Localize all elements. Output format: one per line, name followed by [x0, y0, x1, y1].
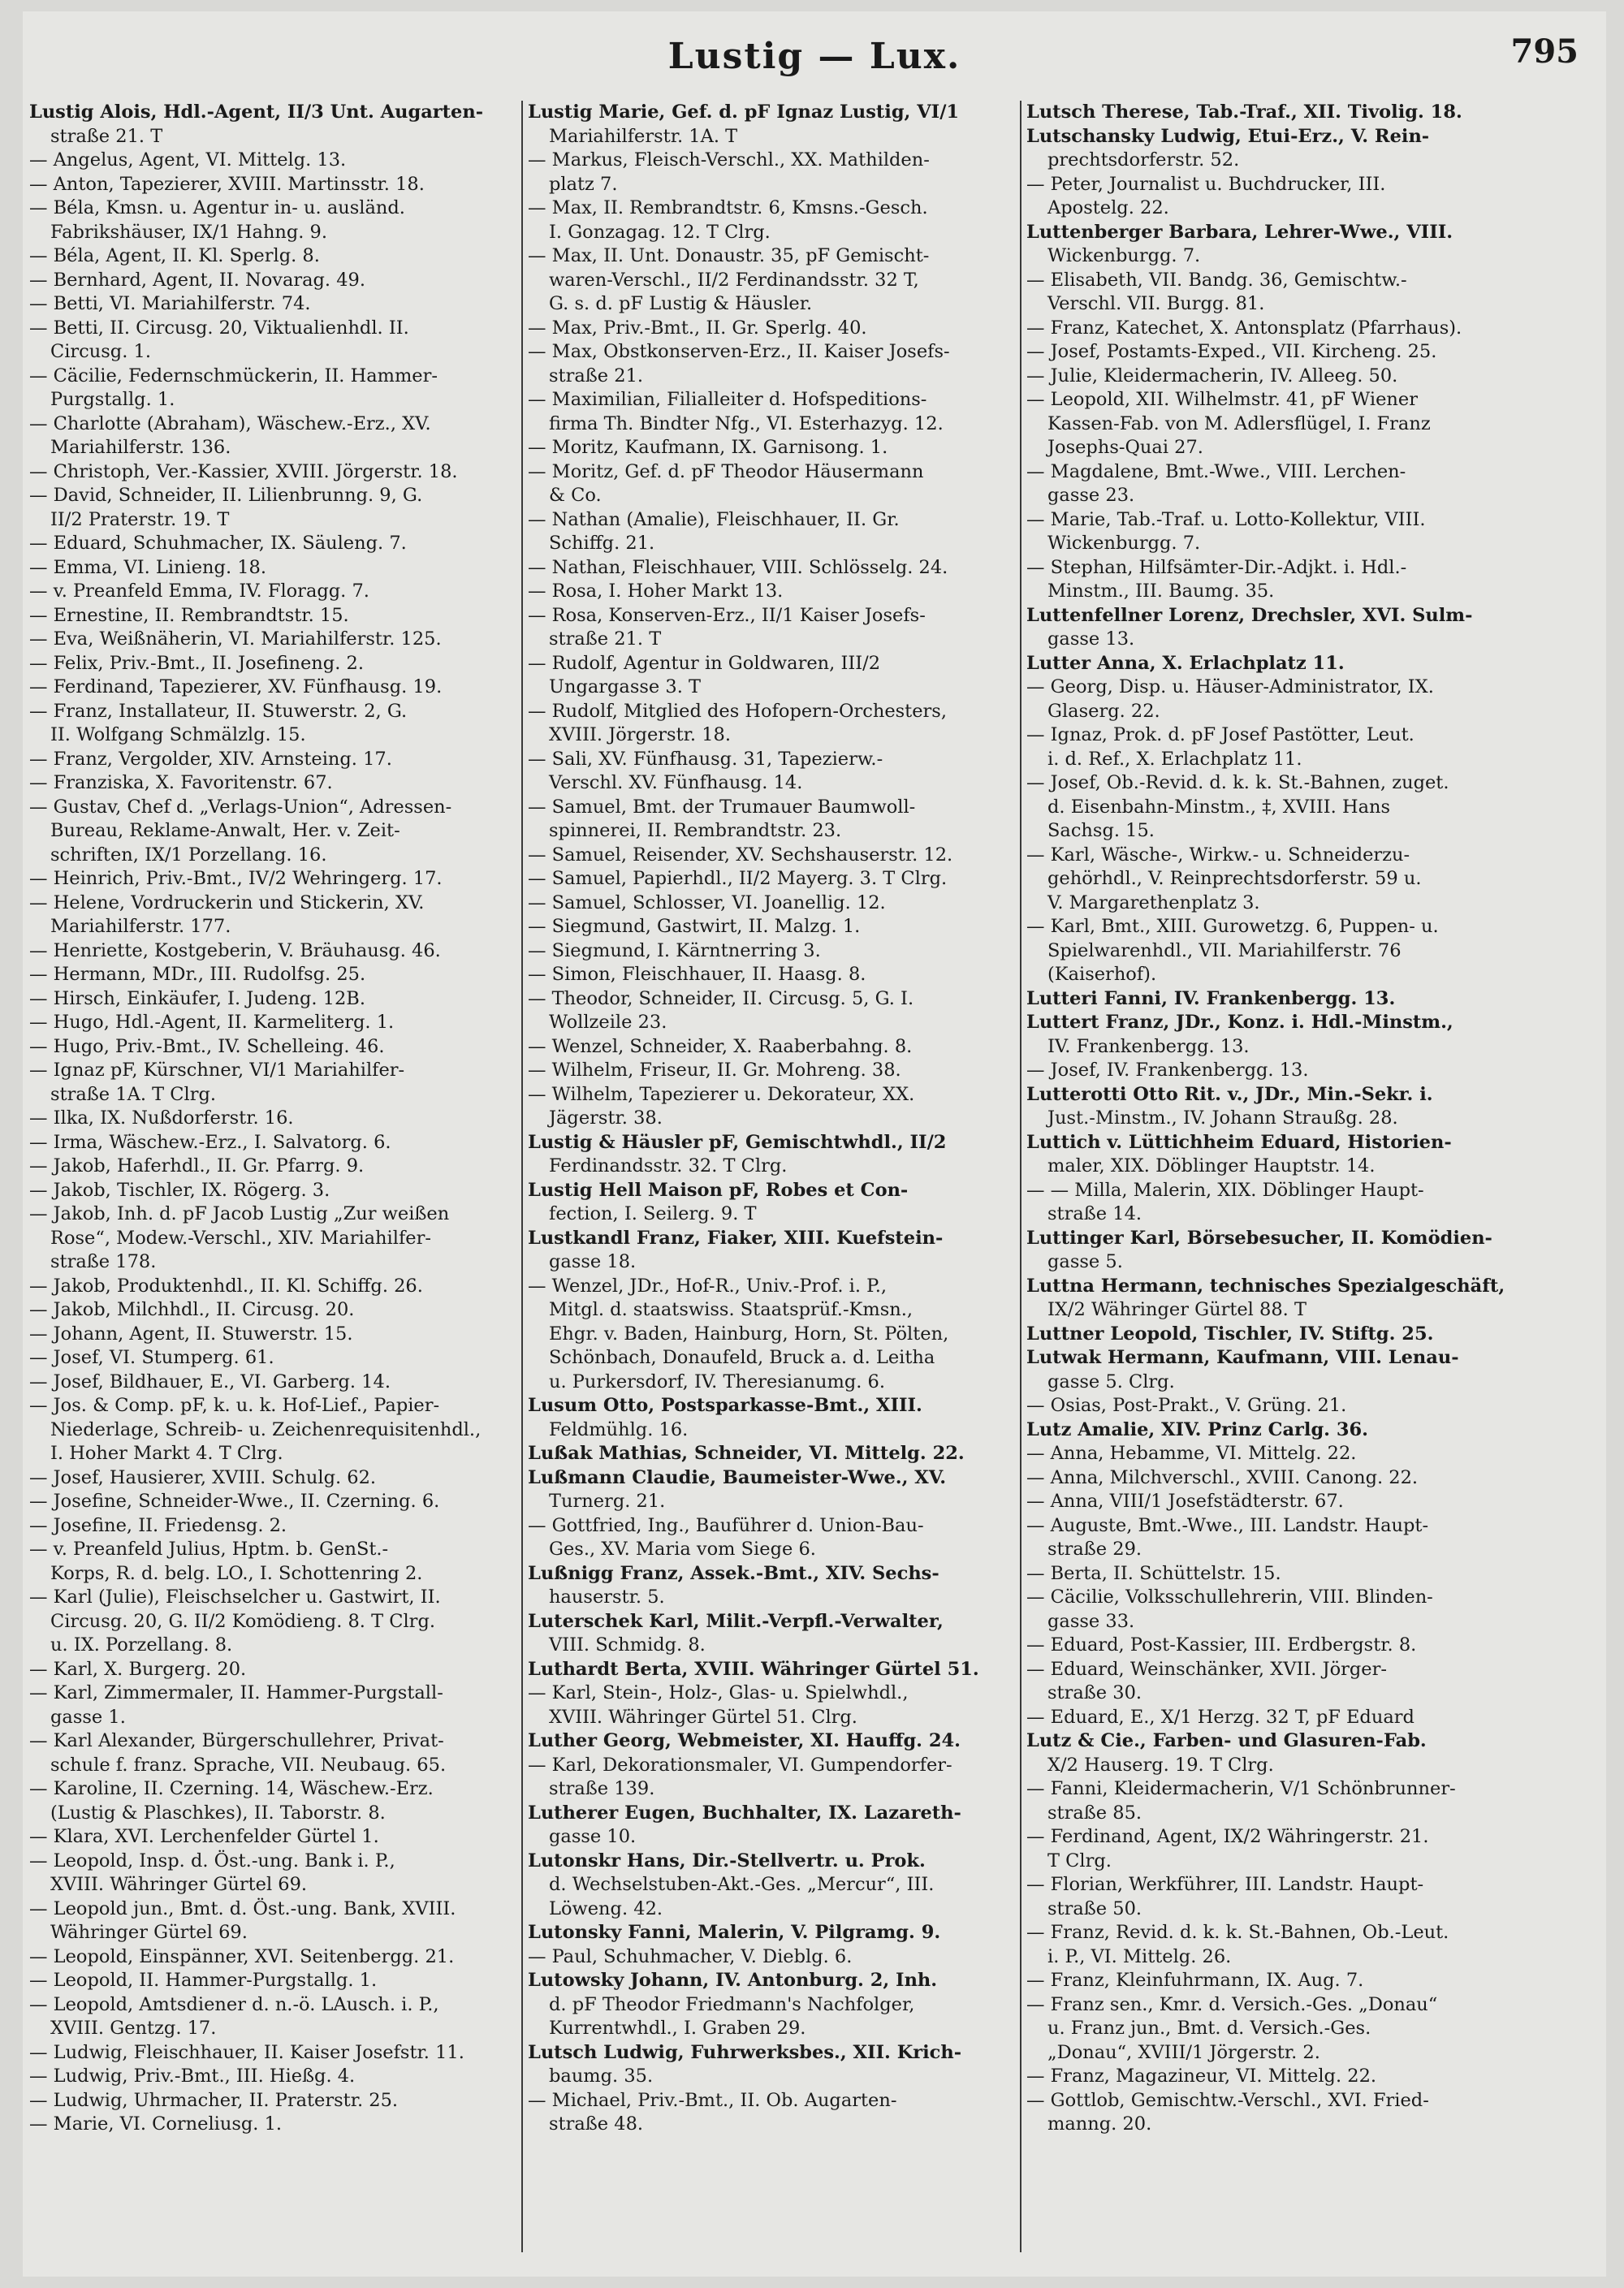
directory-line: Lustig & Häusler pF, Gemischtwhdl., II/2 — [528, 1131, 947, 1153]
directory-line: — Karl, Dekorationsmaler, VI. Gumpendorfer- — [528, 1754, 952, 1776]
directory-line: T Clrg. — [1047, 1850, 1112, 1871]
directory-line: — Max, Obstkonserven-Erz., II. Kaiser Josefs- — [528, 341, 950, 362]
directory-columns — [23, 101, 1606, 2260]
directory-line: — Marie, VI. Corneliusg. 1. — [29, 2113, 283, 2135]
directory-line: — Ignaz pF, Kürschner, VI/1 Mariahilfer- — [29, 1060, 405, 1081]
directory-line: spinnerei, II. Rembrandtstr. 23. — [549, 820, 842, 841]
directory-line: — Anna, Milchverschl., XVIII. Canong. 22. — [1026, 1466, 1419, 1488]
directory-line: — Ilka, IX. Nußdorferstr. 16. — [29, 1107, 294, 1129]
directory-line: manng. 20. — [1047, 2113, 1152, 2135]
directory-line: — Rosa, Konserven-Erz., II/1 Kaiser Josefs- — [528, 604, 926, 626]
directory-line: — Franziska, X. Favoritenstr. 67. — [29, 772, 333, 793]
directory-line: Ges., XV. Maria vom Siege 6. — [549, 1539, 816, 1560]
directory-line: — Nathan, Fleischhauer, VIII. Schlösselg. 24. — [528, 556, 948, 578]
directory-line: — Eduard, Weinschänker, XVII. Jörger- — [1026, 1658, 1387, 1680]
directory-line: Circusg. 20, G. II/2 Komödieng. 8. T Clrg. — [50, 1610, 435, 1632]
directory-line: — Josefine, II. Friedensg. 2. — [29, 1514, 287, 1536]
directory-line: Löweng. 42. — [549, 1897, 663, 1919]
directory-line: Lutz & Cie., Farben- und Glasuren-Fab. — [1026, 1730, 1427, 1751]
directory-line: Bureau, Reklame-Anwalt, Her. v. Zeit- — [50, 820, 400, 841]
directory-line: — Helene, Vordruckerin und Stickerin, XV. — [29, 891, 425, 913]
directory-column-3 — [1026, 101, 1514, 2260]
directory-line: Lustig Hell Maison pF, Robes et Con- — [528, 1179, 909, 1201]
directory-line: XVIII. Gentzg. 17. — [50, 2018, 217, 2039]
directory-line: — Franz, Revid. d. k. k. St.-Bahnen, Ob.-Leut. — [1026, 1922, 1449, 1943]
directory-line: Spielwarenhdl., VII. Mariahilferstr. 76 — [1047, 939, 1402, 961]
directory-line: — Karl, Zimmermaler, II. Hammer-Purgstall- — [29, 1682, 443, 1703]
directory-line: — Sali, XV. Fünfhausg. 31, Tapezierw.- — [528, 748, 883, 770]
directory-line: — Julie, Kleidermacherin, IV. Alleeg. 50. — [1026, 365, 1398, 386]
directory-line: V. Margarethenplatz 3. — [1047, 891, 1260, 913]
directory-line: — Magdalene, Bmt.-Wwe., VIII. Lerchen- — [1026, 460, 1406, 482]
directory-line: u. Purkersdorf, IV. Theresianumg. 6. — [549, 1371, 886, 1392]
directory-line: — Charlotte (Abraham), Wäschew.-Erz., XV. — [29, 412, 431, 434]
directory-line: d. Eisenbahn-Minstm., ‡, XVIII. Hans — [1047, 796, 1391, 818]
directory-line: — Ludwig, Priv.-Bmt., III. Hießg. 4. — [29, 2066, 356, 2087]
directory-line: G. s. d. pF Lustig & Häusler. — [549, 293, 813, 314]
directory-line: — Ludwig, Fleischhauer, II. Kaiser Josefstr. 11. — [29, 2041, 464, 2063]
directory-line: Minstm., III. Baumg. 35. — [1047, 581, 1275, 602]
directory-line: straße 21. T — [50, 125, 163, 147]
directory-line: — Gottfried, Ing., Bauführer d. Union-Bau- — [528, 1514, 924, 1536]
directory-line: Lutterotti Otto Rit. v., JDr., Min.-Sekr. i. — [1026, 1083, 1433, 1105]
directory-line: gasse 18. — [549, 1251, 637, 1272]
directory-line: II/2 Praterstr. 19. T — [50, 508, 230, 530]
directory-line: — Auguste, Bmt.-Wwe., III. Landstr. Haupt- — [1026, 1514, 1429, 1536]
directory-line: — Josef, IV. Frankenbergg. 13. — [1026, 1060, 1309, 1081]
directory-line: — Wilhelm, Friseur, II. Gr. Mohreng. 38. — [528, 1060, 901, 1081]
directory-line: (Lustig & Plaschkes), II. Taborstr. 8. — [50, 1802, 386, 1824]
directory-line: straße 14. — [1047, 1203, 1142, 1224]
directory-line: — Karl, Stein-, Holz-, Glas- u. Spielwhdl., — [528, 1682, 909, 1703]
directory-line: — Max, II. Rembrandtstr. 6, Kmsns.-Gesch. — [528, 197, 928, 218]
directory-line: Mariahilferstr. 177. — [50, 916, 231, 937]
directory-line: — Betti, VI. Mariahilferstr. 74. — [29, 293, 311, 314]
directory-line: Luttenfellner Lorenz, Drechsler, XVI. Sulm- — [1026, 604, 1473, 626]
directory-line: Lußmann Claudie, Baumeister-Wwe., XV. — [528, 1466, 947, 1488]
directory-line: Purgstallg. 1. — [50, 389, 175, 410]
directory-line: gasse 23. — [1047, 485, 1135, 506]
directory-column-1 — [29, 101, 516, 2260]
directory-line: maler, XIX. Döblinger Hauptstr. 14. — [1047, 1155, 1376, 1176]
directory-line: — Samuel, Schlosser, VI. Joanellig. 12. — [528, 891, 886, 913]
directory-line: — Siegmund, I. Kärntnerring 3. — [528, 939, 821, 961]
directory-line: — Max, II. Unt. Donaustr. 35, pF Gemischt- — [528, 245, 930, 266]
directory-line: VIII. Schmidg. 8. — [549, 1634, 706, 1656]
directory-line: — David, Schneider, II. Lilienbrunng. 9, G. — [29, 485, 423, 506]
directory-line: Circusg. 1. — [50, 341, 151, 362]
directory-line: straße 85. — [1047, 1802, 1142, 1824]
directory-line: — Ignaz, Prok. d. pF Josef Pastötter, Leut. — [1026, 724, 1415, 745]
directory-line: — Jakob, Tischler, IX. Rögerg. 3. — [29, 1179, 330, 1201]
directory-line: Lußak Mathias, Schneider, VI. Mittelg. 22. — [528, 1443, 965, 1464]
directory-line: — Cäcilie, Federnschmückerin, II. Hammer- — [29, 365, 438, 386]
directory-line: — Leopold, Einspänner, XVI. Seitenbergg. 21. — [29, 1945, 455, 1967]
directory-line: — Florian, Werkführer, III. Landstr. Haupt- — [1026, 1874, 1424, 1895]
directory-line: schule f. franz. Sprache, VII. Neubaug. 65. — [50, 1754, 447, 1776]
directory-line: — Betti, II. Circusg. 20, Viktualienhdl. II. — [29, 317, 409, 339]
directory-line: — Karl, X. Burgerg. 20. — [29, 1658, 247, 1680]
directory-line: — Jos. & Comp. pF, k. u. k. Hof-Lief., Papier- — [29, 1395, 440, 1416]
directory-line: Ehgr. v. Baden, Hainburg, Horn, St. Pölten, — [549, 1323, 949, 1345]
directory-line: Luttich v. Lüttichheim Eduard, Historien- — [1026, 1131, 1452, 1153]
directory-line: II. Wolfgang Schmälzlg. 15. — [50, 724, 306, 745]
directory-line: straße 29. — [1047, 1539, 1142, 1560]
directory-line: Niederlage, Schreib- u. Zeichenrequisitenhdl., — [50, 1418, 482, 1440]
directory-line: Josephs-Quai 27. — [1047, 437, 1203, 458]
directory-line: Mariahilferstr. 1A. T — [549, 125, 738, 147]
directory-line: — Karoline, II. Czerning. 14, Wäschew.-Erz. — [29, 1778, 434, 1799]
directory-line: Just.-Minstm., IV. Johann Straußg. 28. — [1047, 1107, 1398, 1129]
directory-line: Verschl. VII. Burgg. 81. — [1047, 293, 1265, 314]
directory-line: — Moritz, Gef. d. pF Theodor Häusermann — [528, 460, 924, 482]
directory-line: XVIII. Jörgerstr. 18. — [549, 724, 731, 745]
directory-line: — Heinrich, Priv.-Bmt., IV/2 Wehringerg. 17. — [29, 868, 443, 889]
directory-line: d. Wechselstuben-Akt.-Ges. „Mercur“, III. — [549, 1874, 935, 1895]
directory-line: — v. Preanfeld Julius, Hptm. b. GenSt.- — [29, 1539, 389, 1560]
directory-line: Wickenburgg. 7. — [1047, 245, 1201, 266]
directory-line: — Karl, Wäsche-, Wirkw.- u. Schneiderzu- — [1026, 844, 1410, 866]
directory-line: gasse 5. Clrg. — [1047, 1371, 1175, 1392]
directory-line: Feldmühlg. 16. — [549, 1418, 689, 1440]
directory-line: — Jakob, Produktenhdl., II. Kl. Schiffg. 26. — [29, 1275, 423, 1297]
directory-line: Luttna Hermann, technisches Spezialgeschäft, — [1026, 1275, 1505, 1297]
column-divider — [1020, 101, 1021, 2252]
directory-line: Lutsch Ludwig, Fuhrwerksbes., XII. Krich- — [528, 2041, 962, 2063]
directory-line: — Rudolf, Agentur in Goldwaren, III/2 — [528, 652, 881, 674]
page-number: 795 — [1510, 32, 1579, 71]
directory-line: — Paul, Schuhmacher, V. Dieblg. 6. — [528, 1945, 853, 1967]
directory-line: (Kaiserhof). — [1047, 964, 1157, 985]
directory-line: — Karl Alexander, Bürgerschullehrer, Privat- — [29, 1730, 444, 1751]
directory-line: — Eva, Weißnäherin, VI. Mariahilferstr. 125. — [29, 628, 442, 650]
directory-line: Kassen-Fab. von M. Adlersflügel, I. Franz — [1047, 412, 1431, 434]
directory-line: XVIII. Währinger Gürtel 69. — [50, 1874, 308, 1895]
directory-line: — Maximilian, Filialleiter d. Hofspeditions- — [528, 389, 927, 410]
directory-line: — Josef, Bildhauer, E., VI. Garberg. 14. — [29, 1371, 391, 1392]
directory-line: — Jakob, Milchhdl., II. Circusg. 20. — [29, 1299, 355, 1320]
directory-line: straße 21. — [549, 365, 644, 386]
directory-line: gasse 5. — [1047, 1251, 1123, 1272]
directory-line: — Leopold, Insp. d. Öst.-ung. Bank i. P., — [29, 1850, 395, 1871]
directory-line: Rose“, Modew.-Verschl., XIV. Mariahilfer- — [50, 1227, 431, 1249]
directory-line: — Samuel, Reisender, XV. Sechshauserstr. 12. — [528, 844, 953, 866]
directory-line: gasse 33. — [1047, 1610, 1135, 1632]
directory-line: — Karl, Bmt., XIII. Gurowetzg. 6, Puppen- u. — [1026, 916, 1439, 937]
directory-line: — Jakob, Inh. d. pF Jacob Lustig „Zur weißen — [29, 1203, 450, 1224]
directory-line: Lutonsky Fanni, Malerin, V. Pilgramg. 9. — [528, 1922, 941, 1943]
directory-line: — Simon, Fleischhauer, II. Haasg. 8. — [528, 964, 866, 985]
directory-line: — Nathan (Amalie), Fleischhauer, II. Gr. — [528, 508, 900, 530]
directory-line: — Wenzel, Schneider, X. Raaberbahng. 8. — [528, 1035, 913, 1057]
directory-line: — Jakob, Haferhdl., II. Gr. Pfarrg. 9. — [29, 1155, 365, 1176]
directory-line: u. IX. Porzellang. 8. — [50, 1634, 233, 1656]
directory-line: hauserstr. 5. — [549, 1586, 665, 1608]
directory-line: — Marie, Tab.-Traf. u. Lotto-Kollektur, VIII. — [1026, 508, 1426, 530]
directory-line: — Hugo, Priv.-Bmt., IV. Schelleing. 46. — [29, 1035, 385, 1057]
directory-line: — Franz, Vergolder, XIV. Arnsteing. 17. — [29, 748, 392, 770]
directory-line: straße 178. — [50, 1251, 157, 1272]
directory-line: — Wenzel, JDr., Hof-R., Univ.-Prof. i. P., — [528, 1275, 888, 1297]
page-header — [23, 29, 1606, 86]
directory-line: Wickenburgg. 7. — [1047, 533, 1201, 554]
directory-line: — Max, Priv.-Bmt., II. Gr. Sperlg. 40. — [528, 317, 867, 339]
directory-line: I. Gonzagag. 12. T Clrg. — [549, 221, 771, 243]
directory-line: — Leopold, Amtsdiener d. n.-ö. LAusch. i. P., — [29, 1993, 439, 2015]
directory-line: — Anna, VIII/1 Josefstädterstr. 67. — [1026, 1491, 1344, 1512]
directory-line: — Josef, Hausierer, XVIII. Schulg. 62. — [29, 1466, 377, 1488]
directory-line: — Leopold, II. Hammer-Purgstallg. 1. — [29, 1970, 378, 1991]
directory-line: — Franz sen., Kmr. d. Versich.-Ges. „Donau“ — [1026, 1993, 1438, 2015]
directory-line: — Franz, Kleinfuhrmann, IX. Aug. 7. — [1026, 1970, 1364, 1991]
directory-line: — Anton, Tapezierer, XVIII. Martinsstr. 18. — [29, 173, 425, 195]
directory-line: — Peter, Journalist u. Buchdrucker, III. — [1026, 173, 1386, 195]
directory-line: Lutteri Fanni, IV. Frankenbergg. 13. — [1026, 987, 1396, 1009]
directory-line: Lutter Anna, X. Erlachplatz 11. — [1026, 652, 1345, 674]
directory-line: Luttenberger Barbara, Lehrer-Wwe., VIII. — [1026, 221, 1453, 243]
directory-line: Verschl. XV. Fünfhausg. 14. — [549, 772, 803, 793]
directory-line: — Markus, Fleisch-Verschl., XX. Mathilden- — [528, 149, 930, 171]
directory-line: Mitgl. d. staatswiss. Staatsprüf.-Kmsn., — [549, 1299, 914, 1320]
directory-line: & Co. — [549, 485, 602, 506]
directory-line: Apostelg. 22. — [1047, 197, 1169, 218]
directory-line: — Eduard, Schuhmacher, IX. Säuleng. 7. — [29, 533, 407, 554]
directory-line: — Klara, XVI. Lerchenfelder Gürtel 1. — [29, 1826, 379, 1847]
directory-line: — Irma, Wäschew.-Erz., I. Salvatorg. 6. — [29, 1131, 391, 1153]
directory-line: — Berta, II. Schüttelstr. 15. — [1026, 1562, 1281, 1584]
directory-line: Lutwak Hermann, Kaufmann, VIII. Lenau- — [1026, 1347, 1459, 1368]
directory-line: — Franz, Installateur, II. Stuwerstr. 2, G. — [29, 700, 408, 722]
directory-line: — Siegmund, Gastwirt, II. Malzg. 1. — [528, 916, 861, 937]
directory-line: firma Th. Bindter Nfg., VI. Esterhazyg. 12. — [549, 412, 944, 434]
directory-line: Lustkandl Franz, Fiaker, XIII. Kuefstein- — [528, 1227, 944, 1249]
directory-column-2 — [528, 101, 1015, 2260]
directory-line: — Josef, Ob.-Revid. d. k. k. St.-Bahnen, zuget. — [1026, 772, 1449, 793]
directory-line: — Wilhelm, Tapezierer u. Dekorateur, XX. — [528, 1083, 915, 1105]
directory-line: i. P., VI. Mittelg. 26. — [1047, 1945, 1232, 1967]
directory-line: Schiffg. 21. — [549, 533, 655, 554]
directory-line: — Fanni, Kleidermacherin, V/1 Schönbrunner- — [1026, 1778, 1456, 1799]
directory-line: — Hirsch, Einkäufer, I. Judeng. 12B. — [29, 987, 365, 1009]
directory-line: straße 21. T — [549, 628, 662, 650]
directory-line: — Josefine, Schneider-Wwe., II. Czerning. 6. — [29, 1491, 440, 1512]
directory-line: Lutschansky Ludwig, Etui-Erz., V. Rein- — [1026, 125, 1430, 147]
directory-line: — Gustav, Chef d. „Verlags-Union“, Adressen- — [29, 796, 452, 818]
directory-line: waren-Verschl., II/2 Ferdinandsstr. 32 T, — [549, 269, 919, 291]
directory-line: Luterschek Karl, Milit.-Verpfl.-Verwalter, — [528, 1610, 944, 1632]
directory-line: Jägerstr. 38. — [549, 1107, 663, 1129]
column-divider — [521, 101, 523, 2252]
directory-line: gasse 10. — [549, 1826, 637, 1847]
directory-line: Glaserg. 22. — [1047, 700, 1160, 722]
directory-line: Währinger Gürtel 69. — [50, 1922, 248, 1943]
directory-line: straße 48. — [549, 2113, 644, 2135]
directory-line: — Georg, Disp. u. Häuser-Administrator, IX. — [1026, 676, 1434, 697]
directory-line: — Béla, Agent, II. Kl. Sperlg. 8. — [29, 245, 320, 266]
directory-line: — Henriette, Kostgeberin, V. Bräuhausg. 46. — [29, 939, 441, 961]
directory-line: gehörhdl., V. Reinprechtsdorferstr. 59 u. — [1047, 868, 1422, 889]
directory-line: — Béla, Kmsn. u. Agentur in- u. ausländ. — [29, 197, 405, 218]
directory-line: — Angelus, Agent, VI. Mittelg. 13. — [29, 149, 347, 171]
directory-line: d. pF Theodor Friedmann's Nachfolger, — [549, 1993, 915, 2015]
directory-line: fection, I. Seilerg. 9. T — [549, 1203, 757, 1224]
directory-line: — Ferdinand, Tapezierer, XV. Fünfhausg. 19. — [29, 676, 443, 697]
directory-line: — Rudolf, Mitglied des Hofopern-Orchesters, — [528, 700, 947, 722]
directory-line: — Eduard, Post-Kassier, III. Erdbergstr. 8. — [1026, 1634, 1417, 1656]
directory-line: Lutonskr Hans, Dir.-Stellvertr. u. Prok. — [528, 1850, 926, 1871]
directory-line: Mariahilferstr. 136. — [50, 437, 231, 458]
directory-line: Lußnigg Franz, Assek.-Bmt., XIV. Sechs- — [528, 1562, 939, 1584]
directory-line: prechtsdorferstr. 52. — [1047, 149, 1240, 171]
directory-line: — Moritz, Kaufmann, IX. Garnisong. 1. — [528, 437, 888, 458]
directory-line: — Franz, Magazineur, VI. Mittelg. 22. — [1026, 2066, 1377, 2087]
directory-line: — Ferdinand, Agent, IX/2 Währingerstr. 21. — [1026, 1826, 1429, 1847]
directory-line: — Ludwig, Uhrmacher, II. Praterstr. 25. — [29, 2089, 399, 2111]
directory-line: straße 50. — [1047, 1897, 1142, 1919]
directory-line: Ungargasse 3. T — [549, 676, 702, 697]
directory-line: — Karl (Julie), Fleischselcher u. Gastwirt, II. — [29, 1586, 441, 1608]
directory-line: — Eduard, E., X/1 Herzg. 32 T, pF Eduard — [1026, 1706, 1415, 1728]
directory-line: Lustig Alois, Hdl.-Agent, II/3 Unt. Augarten- — [29, 101, 484, 123]
directory-line: — Leopold, XII. Wilhelmstr. 41, pF Wiener — [1026, 389, 1418, 410]
directory-line: straße 139. — [549, 1778, 655, 1799]
directory-line: u. Franz jun., Bmt. d. Versich.-Ges. — [1047, 2018, 1371, 2039]
directory-line: — Osias, Post-Prakt., V. Grüng. 21. — [1026, 1395, 1347, 1416]
directory-line: platz 7. — [549, 173, 618, 195]
directory-line: „Donau“, XVIII/1 Jörgerstr. 2. — [1047, 2041, 1320, 2063]
directory-line: gasse 13. — [1047, 628, 1135, 650]
directory-line: Lutsch Therese, Tab.-Traf., XII. Tivolig. 18. — [1026, 101, 1462, 123]
directory-line: — Christoph, Ver.-Kassier, XVIII. Jörgerstr. 18. — [29, 460, 458, 482]
directory-line: — Theodor, Schneider, II. Circusg. 5, G. I. — [528, 987, 914, 1009]
directory-line: — Michael, Priv.-Bmt., II. Ob. Augarten- — [528, 2089, 897, 2111]
directory-line: Luttner Leopold, Tischler, IV. Stiftg. 25. — [1026, 1323, 1434, 1345]
directory-line: — Johann, Agent, II. Stuwerstr. 15. — [29, 1323, 353, 1345]
directory-line: — Josef, VI. Stumperg. 61. — [29, 1347, 274, 1368]
directory-line: — Stephan, Hilfsämter-Dir.-Adjkt. i. Hdl.- — [1026, 556, 1407, 578]
directory-line: straße 30. — [1047, 1682, 1142, 1703]
directory-line: Schönbach, Donaufeld, Bruck a. d. Leitha — [549, 1347, 935, 1368]
directory-line: — Hugo, Hdl.-Agent, II. Karmeliterg. 1. — [29, 1012, 395, 1033]
directory-line: — Hermann, MDr., III. Rudolfsg. 25. — [29, 964, 366, 985]
directory-line: Lutowsky Johann, IV. Antonburg. 2, Inh. — [528, 1970, 938, 1991]
directory-line: schriften, IX/1 Porzellang. 16. — [50, 844, 327, 866]
directory-line: Fabrikshäuser, IX/1 Hahng. 9. — [50, 221, 328, 243]
directory-line: baumg. 35. — [549, 2066, 654, 2087]
directory-line: Ferdinandsstr. 32. T Clrg. — [549, 1155, 788, 1176]
directory-line: straße 1A. T Clrg. — [50, 1083, 217, 1105]
directory-line: Luther Georg, Webmeister, XI. Hauffg. 24. — [528, 1730, 961, 1751]
directory-line: — Ernestine, II. Rembrandtstr. 15. — [29, 604, 349, 626]
directory-line: Luttert Franz, JDr., Konz. i. Hdl.-Minstm., — [1026, 1012, 1453, 1033]
directory-line: Luttinger Karl, Börsebesucher, II. Komödien- — [1026, 1227, 1492, 1249]
directory-line: — — Milla, Malerin, XIX. Döblinger Haupt- — [1026, 1179, 1424, 1201]
directory-line: — v. Preanfeld Emma, IV. Floragg. 7. — [29, 581, 369, 602]
directory-line: Turnerg. 21. — [549, 1491, 666, 1512]
directory-line: Korps, R. d. belg. LO., I. Schottenring 2. — [50, 1562, 423, 1584]
directory-line: — Franz, Katechet, X. Antonsplatz (Pfarrhaus). — [1026, 317, 1462, 339]
directory-line: — Felix, Priv.-Bmt., II. Josefineng. 2. — [29, 652, 364, 674]
directory-line: Lutz Amalie, XIV. Prinz Carlg. 36. — [1026, 1418, 1368, 1440]
directory-line: — Anna, Hebamme, VI. Mittelg. 22. — [1026, 1443, 1357, 1464]
directory-line: IX/2 Währinger Gürtel 88. T — [1047, 1299, 1307, 1320]
directory-line: I. Hoher Markt 4. T Clrg. — [50, 1443, 283, 1464]
directory-line: IV. Frankenbergg. 13. — [1047, 1035, 1250, 1057]
directory-line: — Samuel, Papierhdl., II/2 Mayerg. 3. T Clrg. — [528, 868, 948, 889]
directory-line: — Bernhard, Agent, II. Novarag. 49. — [29, 269, 366, 291]
directory-line: — Emma, VI. Linieng. 18. — [29, 556, 267, 578]
directory-line: — Gottlob, Gemischtw.-Verschl., XVI. Fried- — [1026, 2089, 1429, 2111]
running-head: Lustig — Lux. — [667, 36, 961, 77]
directory-line: — Elisabeth, VII. Bandg. 36, Gemischtw.- — [1026, 269, 1407, 291]
directory-line: XVIII. Währinger Gürtel 51. Clrg. — [549, 1706, 857, 1728]
directory-line: — Samuel, Bmt. der Trumauer Baumwoll- — [528, 796, 916, 818]
directory-line: — Josef, Postamts-Exped., VII. Kircheng. 25. — [1026, 341, 1437, 362]
directory-line: — Leopold jun., Bmt. d. Öst.-ung. Bank, XVIII. — [29, 1897, 456, 1919]
directory-line: Sachsg. 15. — [1047, 820, 1155, 841]
directory-page — [23, 11, 1606, 2277]
directory-line: Lustig Marie, Gef. d. pF Ignaz Lustig, VI/1 — [528, 101, 960, 123]
directory-line: — Cäcilie, Volksschullehrerin, VIII. Blinden- — [1026, 1586, 1433, 1608]
directory-line: Luthardt Berta, XVIII. Währinger Gürtel 51. — [528, 1658, 979, 1680]
directory-line: Lutherer Eugen, Buchhalter, IX. Lazareth- — [528, 1802, 961, 1824]
directory-line: X/2 Hauserg. 19. T Clrg. — [1047, 1754, 1274, 1776]
directory-line: gasse 1. — [50, 1706, 126, 1728]
directory-line: i. d. Ref., X. Erlachplatz 11. — [1047, 748, 1302, 770]
directory-line: Lusum Otto, Postsparkasse-Bmt., XIII. — [528, 1395, 922, 1416]
directory-line: Kurrentwhdl., I. Graben 29. — [549, 2018, 806, 2039]
directory-line: — Rosa, I. Hoher Markt 13. — [528, 581, 784, 602]
directory-line: Wollzeile 23. — [549, 1012, 667, 1033]
